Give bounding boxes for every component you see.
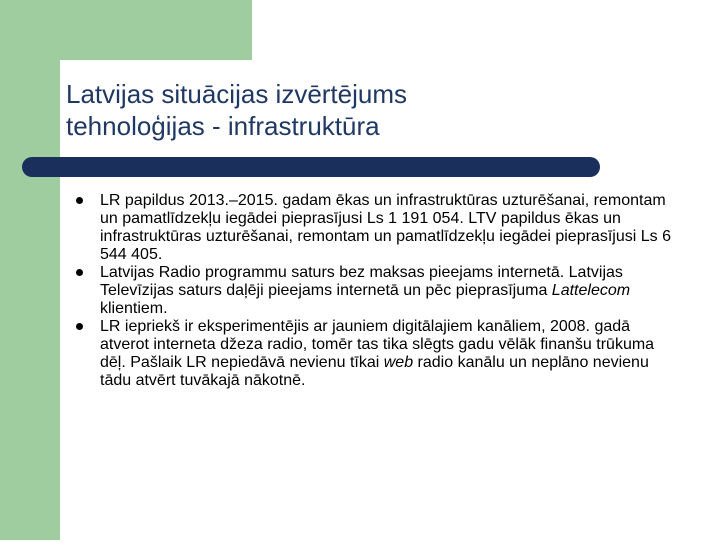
bullet-text-start: LR iepriekš ir eksperimentējis ar jauniem digitālajiem kanāliem, 2008. gadā atverot interneta džeza radio, tomēr tas tika slēgts gadu vēlāk finanšu trūkuma dēļ. Pašlaik LR nepiedāvā nevienu tīkai (100, 318, 655, 371)
decor-green-left (0, 0, 60, 540)
bullet-item (74, 264, 674, 318)
bullet-dot-icon (76, 323, 83, 330)
bullet-dot-icon (76, 197, 83, 204)
bullet-text-italic: web (383, 354, 414, 371)
bullet-item (74, 318, 674, 390)
bullet-list (74, 192, 674, 390)
slide-title (66, 78, 666, 142)
slide-body (74, 192, 674, 390)
title-line-1: Latvijas situācijas izvērtējums (66, 79, 408, 109)
bullet-text: LR papildus 2013.–2015. gadam ēkas un infrastruktūras uzturēšanai, remontam un pamatlīdzekļu iegādei pieprasījusi Ls 1 191 054. LTV papildus ēkas un infrastruktūras uzturēšanai, remontam un pamatlīdzekļu iegādei pieprasījusi Ls 6 544 405. (100, 192, 671, 263)
title-divider-bar (22, 157, 600, 177)
title-line-2: tehnoloģijas - infrastruktūra (66, 111, 380, 141)
bullet-text-start: Latvijas Radio programmu saturs bez maksas pieejams internetā. Latvijas Televīzijas saturs daļēji pieejams internetā un pēc pieprasījuma (100, 264, 623, 299)
bullet-text-end: radio kanālu un neplāno nevienu tādu atvērt tuvākajā nākotnē. (100, 354, 649, 389)
bullet-text-italic: Lattelecom (551, 282, 631, 299)
bullet-dot-icon (76, 269, 83, 276)
bullet-text-end: klientiem. (100, 300, 168, 317)
bullet-item (74, 192, 674, 264)
